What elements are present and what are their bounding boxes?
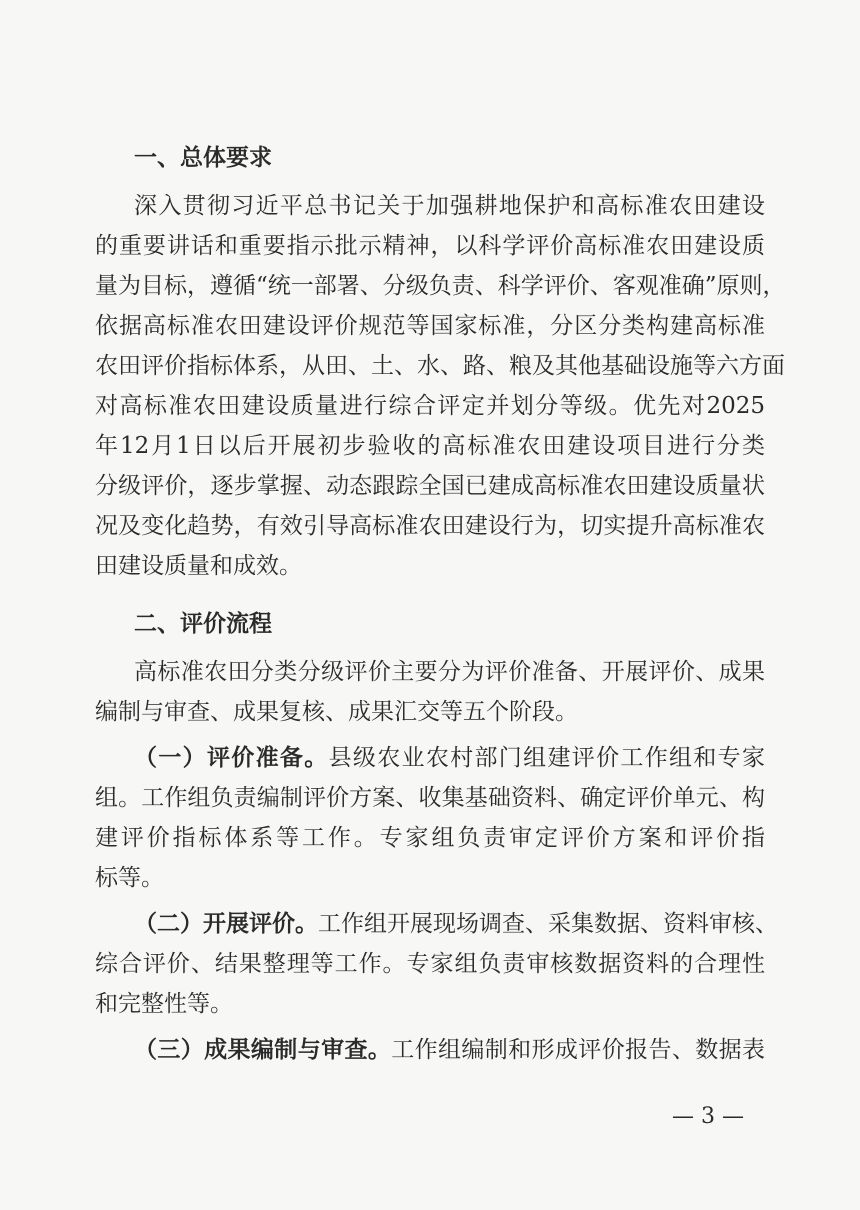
paragraph-line: 深入贯彻习近平总书记关于加强耕地保护和高标准农田建设	[134, 193, 765, 219]
paragraph-line: 量为目标，遵循“统一部署、分级负责、科学评价、客观准确”原则，	[95, 273, 786, 299]
subsection-text: 工作组开展现场调查、采集数据、资料审核、	[318, 911, 778, 937]
paragraph-line: 况及变化趋势，有效引导高标准农田建设行为，切实提升高标准农	[95, 513, 765, 539]
section-heading-2: 二、评价流程	[134, 611, 272, 637]
paragraph-line: 分级评价，逐步掌握、动态跟踪全国已建成高标准农田建设质量状	[95, 473, 765, 499]
paragraph-line: 田建设质量和成效。	[95, 553, 302, 579]
subsection-text: 工作组编制和形成评价报告、数据表	[391, 1037, 766, 1063]
paragraph-line: 的重要讲话和重要指示批示精神，以科学评价高标准农田建设质	[95, 233, 765, 259]
paragraph-line: 对高标准农田建设质量进行综合评定并划分等级。优先对2025	[95, 393, 765, 419]
paragraph-line: 高标准农田分类分级评价主要分为评价准备、开展评价、成果	[134, 659, 765, 685]
subsection-first-line	[134, 738, 765, 778]
page-number: — 3 —	[672, 1104, 744, 1129]
subsection-text: 县级农业农村部门组建评价工作组和专家	[328, 745, 766, 771]
subsection-lead: （一）评价准备。	[134, 745, 329, 771]
paragraph-line: 建评价指标体系等工作。专家组负责审定评价方案和评价指	[95, 825, 765, 851]
subsection-first-line	[134, 1030, 765, 1070]
paragraph-line: 年12月1日以后开展初步验收的高标准农田建设项目进行分类	[95, 433, 765, 459]
subsection-lead: （三）成果编制与审查。	[134, 1037, 392, 1063]
paragraph-line: 编制与审查、成果复核、成果汇交等五个阶段。	[95, 699, 578, 725]
paragraph-line: 组。工作组负责编制评价方案、收集基础资料、确定评价单元、构	[95, 785, 765, 811]
paragraph-line: 依据高标准农田建设评价规范等国家标准，分区分类构建高标准	[95, 313, 765, 339]
subsection-lead: （二）开展评价。	[134, 911, 318, 937]
paragraph-line: 农田评价指标体系，从田、土、水、路、粮及其他基础设施等六方面	[95, 353, 785, 379]
paragraph-line: 标等。	[95, 865, 164, 891]
section-heading-1: 一、总体要求	[134, 145, 272, 171]
paragraph-line: 综合评价、结果整理等工作。专家组负责审核数据资料的合理性	[95, 951, 765, 977]
subsection-first-line	[134, 904, 778, 944]
paragraph-line: 和完整性等。	[95, 991, 233, 1017]
